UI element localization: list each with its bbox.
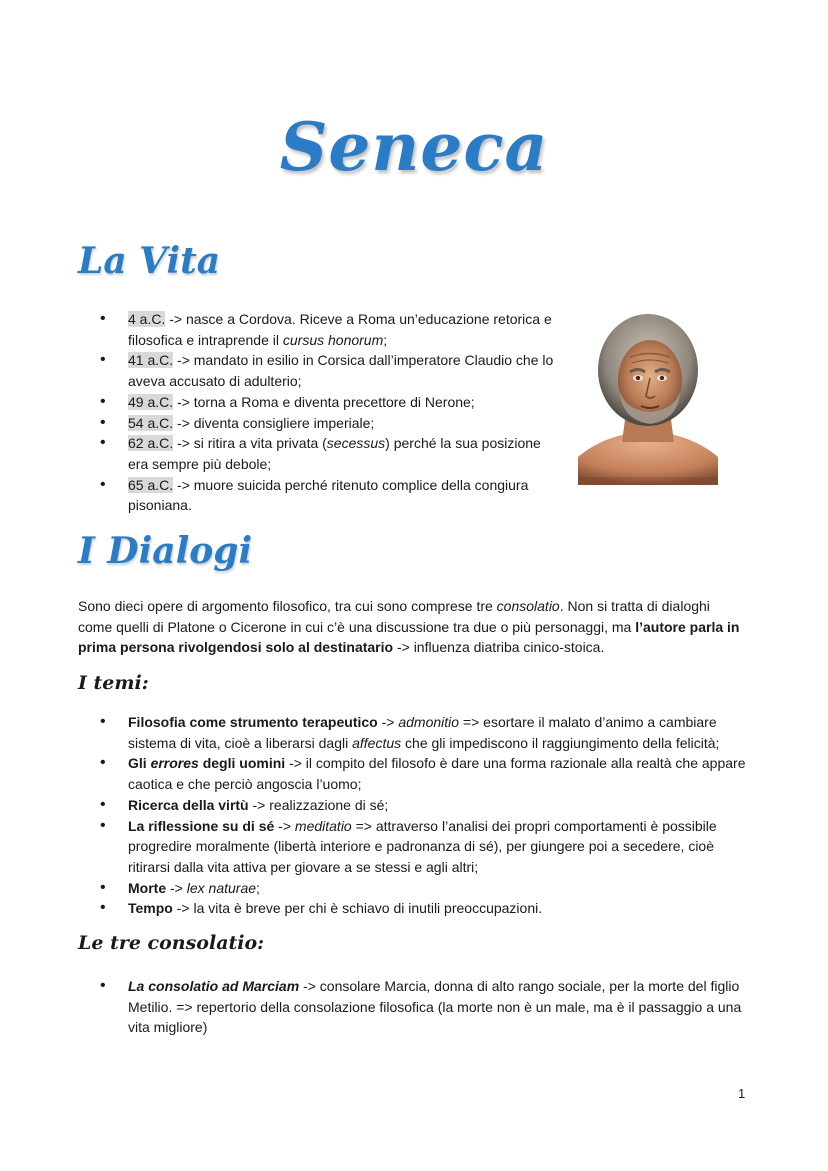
list-item: • Ricerca della virtù -> realizzazione di sé;: [78, 795, 758, 816]
heading-temi: I temi:: [78, 672, 149, 694]
list-item: • 62 a.C. -> si ritira a vita privata (secessus) perché la sua posizione era sempre più debole;: [78, 433, 558, 474]
consolatio-list: [78, 976, 758, 1038]
list-item: • 49 a.C. -> torna a Roma e diventa precettore di Nerone;: [78, 392, 558, 413]
heading-la-vita: La Vita: [78, 240, 221, 282]
seneca-portrait: [578, 312, 718, 485]
dialogi-intro: Sono dieci opere di argomento filosofico, tra cui sono comprese tre consolatio. Non si tratta di dialoghi come quelli di Platone o Cicerone in cui c’è una discussione tra due o più personaggi, ma l’autore parla in prima persona rivolgendosi solo al destinatario -> influenza diatriba cinico-stoica.: [78, 598, 740, 655]
list-item: • Morte -> lex naturae;: [78, 878, 758, 899]
temi-list: [78, 712, 758, 919]
list-item: • Filosofia come strumento terapeutico -> admonitio => esortare il malato d’animo a cambiare sistema di vita, cioè a liberarsi dagli affectus che gli impediscono il raggiungimento della felicità;: [78, 712, 758, 753]
page-number: 1: [738, 1086, 746, 1101]
page-title: Seneca: [279, 108, 549, 186]
list-item: • 65 a.C. -> muore suicida perché ritenuto complice della congiura pisoniana.: [78, 475, 558, 516]
heading-dialogi: I Dialogi: [78, 530, 253, 572]
list-item: • La riflessione su di sé -> meditatio => attraverso l’analisi dei propri comportamenti è possibile progredire moralmente (libertà interiore e padronanza di sé), per giungere poi a secedere, cioè ritirarsi dalla vita attiva per giovare a se stessi e agli altri;: [78, 816, 758, 878]
vita-list: [78, 309, 558, 516]
list-item: • Tempo -> la vita è breve per chi è schiavo di inutili preoccupazioni.: [78, 898, 758, 919]
list-item: • Gli errores degli uomini -> il compito del filosofo è dare una forma razionale alla realtà che appare caotica e che perciò angoscia l’uomo;: [78, 753, 758, 794]
list-item: • La consolatio ad Marciam -> consolare Marcia, donna di alto rango sociale, per la morte del figlio Metilio. => repertorio della consolazione filosofica (la morte non è un male, ma è il passaggio a una vita migliore): [78, 976, 758, 1038]
list-item: • 41 a.C. -> mandato in esilio in Corsica dall’imperatore Claudio che lo aveva accusato di adulterio;: [78, 350, 558, 391]
list-item: • 54 a.C. -> diventa consigliere imperiale;: [78, 413, 558, 434]
heading-consolatio: Le tre consolatio:: [78, 932, 265, 954]
list-item: • 4 a.C. -> nasce a Cordova. Riceve a Roma un’educazione retorica e filosofica e intraprende il cursus honorum;: [78, 309, 558, 350]
